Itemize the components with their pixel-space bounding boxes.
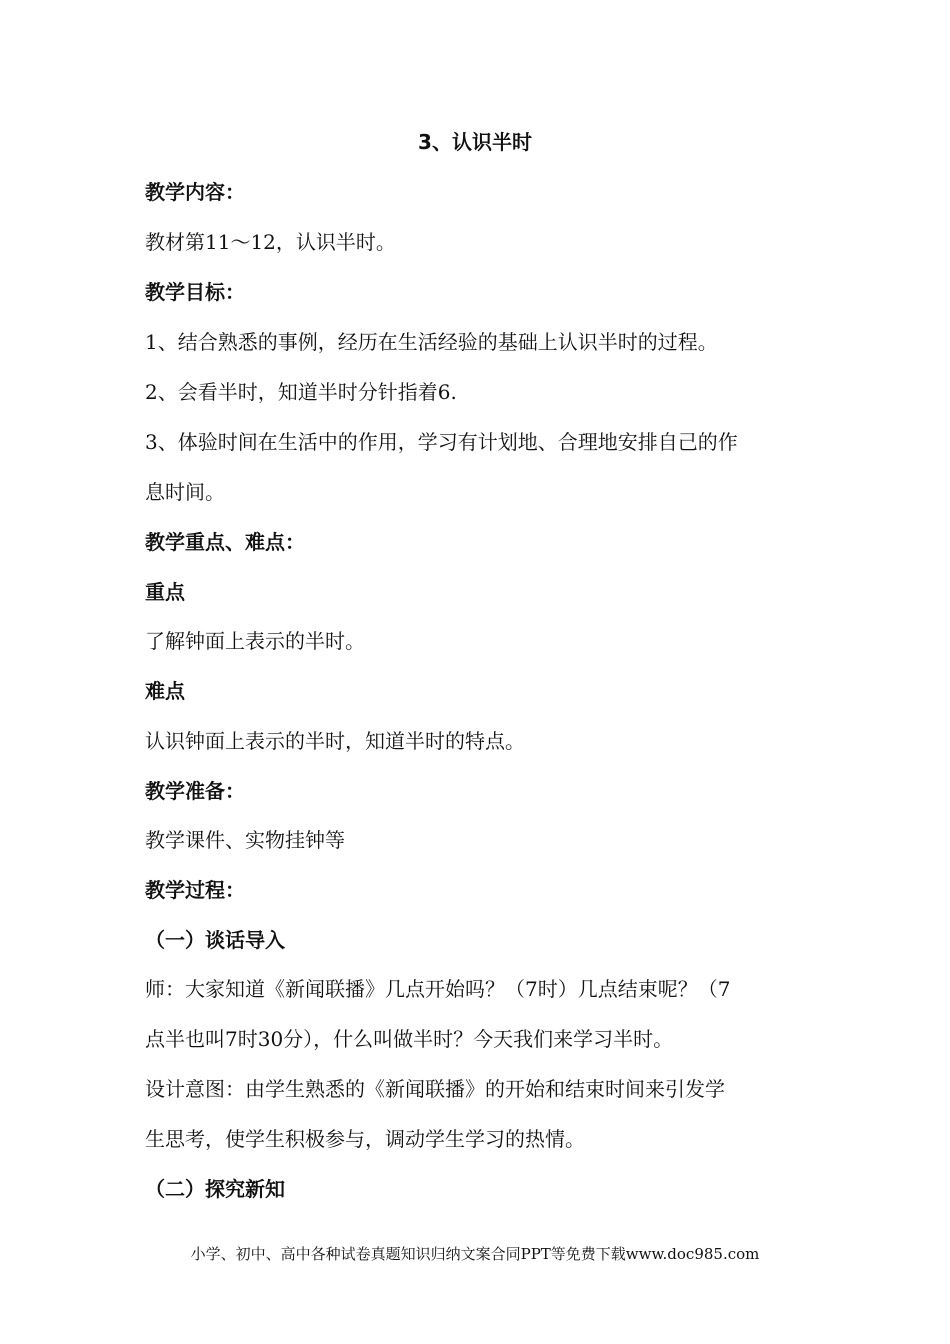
goal-line: 2、会看半时，知道半时分针指着6. xyxy=(145,380,457,404)
goals-heading: 教学目标： xyxy=(145,280,245,304)
goal-line: 3、体验时间在生活中的作用，学习有计划地、合理地安排自己的作 xyxy=(145,430,738,454)
key-points-heading: 教学重点、难点： xyxy=(145,530,305,554)
step2-heading: （二）探究新知 xyxy=(145,1177,285,1201)
key-point-label: 重点 xyxy=(145,580,185,604)
step1-heading: （一）谈话导入 xyxy=(145,928,285,952)
footer-text: 小学、初中、高中各种试卷真题知识归纳文案合同PPT等免费下载www.doc985.com xyxy=(190,1245,760,1263)
content-heading: 教学内容： xyxy=(145,180,245,204)
design-intent-line: 生思考，使学生积极参与，调动学生学习的热情。 xyxy=(145,1127,585,1151)
key-point-text: 了解钟面上表示的半时。 xyxy=(145,629,365,653)
design-intent-line: 设计意图：由学生熟悉的《新闻联播》的开始和结束时间来引发学 xyxy=(145,1077,725,1101)
content-text: 教材第11～12，认识半时。 xyxy=(145,230,396,254)
process-heading: 教学过程： xyxy=(145,878,245,902)
step1-line: 点半也叫7时30分），什么叫做半时？今天我们来学习半时。 xyxy=(145,1027,674,1051)
difficulty-text: 认识钟面上表示的半时，知道半时的特点。 xyxy=(145,729,525,753)
preparation-text: 教学课件、实物挂钟等 xyxy=(145,828,345,852)
step1-line: 师：大家知道《新闻联播》几点开始吗？（7时）几点结束呢？（7 xyxy=(145,977,731,1001)
document-title: 3、认识半时 xyxy=(418,130,532,154)
difficulty-label: 难点 xyxy=(145,679,185,703)
preparation-heading: 教学准备： xyxy=(145,779,245,803)
goal-line: 1、结合熟悉的事例，经历在生活经验的基础上认识半时的过程。 xyxy=(145,330,718,354)
goal-line: 息时间。 xyxy=(145,480,225,504)
